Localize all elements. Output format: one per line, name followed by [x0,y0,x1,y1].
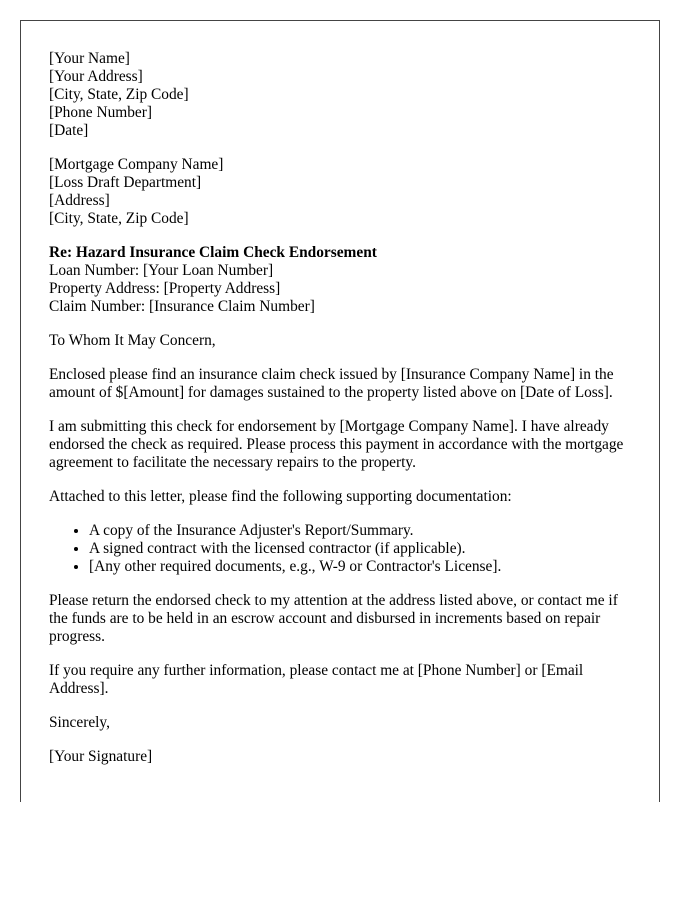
claim-number: Claim Number: [Insurance Claim Number] [49,298,315,315]
sender-block [49,50,631,140]
paragraph-endorsement: I am submitting this check for endorsement by [Mortgage Company Name]. I have already endorsed the check as required. Please process this payment in accordance with the mortgage agreement to facilitate the necessary repairs to the property. [49,418,624,471]
recipient-city-state-zip: [City, State, Zip Code] [49,210,189,227]
salutation: To Whom It May Concern, [49,332,216,349]
recipient-address: [Address] [49,192,110,209]
subject-line: Re: Hazard Insurance Claim Check Endorsement [49,244,377,261]
property-address: Property Address: [Property Address] [49,280,281,297]
list-item: • A signed contract with the licensed contractor (if applicable). [89,540,631,558]
paragraph-attachments-intro: Attached to this letter, please find the following supporting documentation: [49,488,512,505]
signature: [Your Signature] [49,748,153,765]
attachments-list [49,522,631,576]
loan-number: Loan Number: [Your Loan Number] [49,262,274,279]
paragraph-enclosure: Enclosed please find an insurance claim check issued by [Insurance Company Name] in the amount of $[Amount] for damages sustained to the property listed above on [Date of Loss]. [49,366,614,401]
paragraph-contact: If you require any further information, please contact me at [Phone Number] or [Email Address]. [49,662,584,697]
list-item: • [Any other required documents, e.g., W-9 or Contractor's License]. [89,558,631,576]
letter-date: [Date] [49,122,89,139]
sender-name: [Your Name] [49,50,130,67]
sender-city-state-zip: [City, State, Zip Code] [49,86,189,103]
letter-page [20,20,660,802]
recipient-department: [Loss Draft Department] [49,174,202,191]
sender-phone: [Phone Number] [49,104,153,121]
list-item: • A copy of the Insurance Adjuster's Report/Summary. [89,522,631,540]
subject-block [49,244,631,316]
closing: Sincerely, [49,714,110,731]
sender-address: [Your Address] [49,68,143,85]
recipient-block [49,156,631,228]
paragraph-return-request: Please return the endorsed check to my attention at the address listed above, or contact me if the funds are to be held in an escrow account and disbursed in increments based on repair progress. [49,592,618,645]
recipient-company: [Mortgage Company Name] [49,156,224,173]
